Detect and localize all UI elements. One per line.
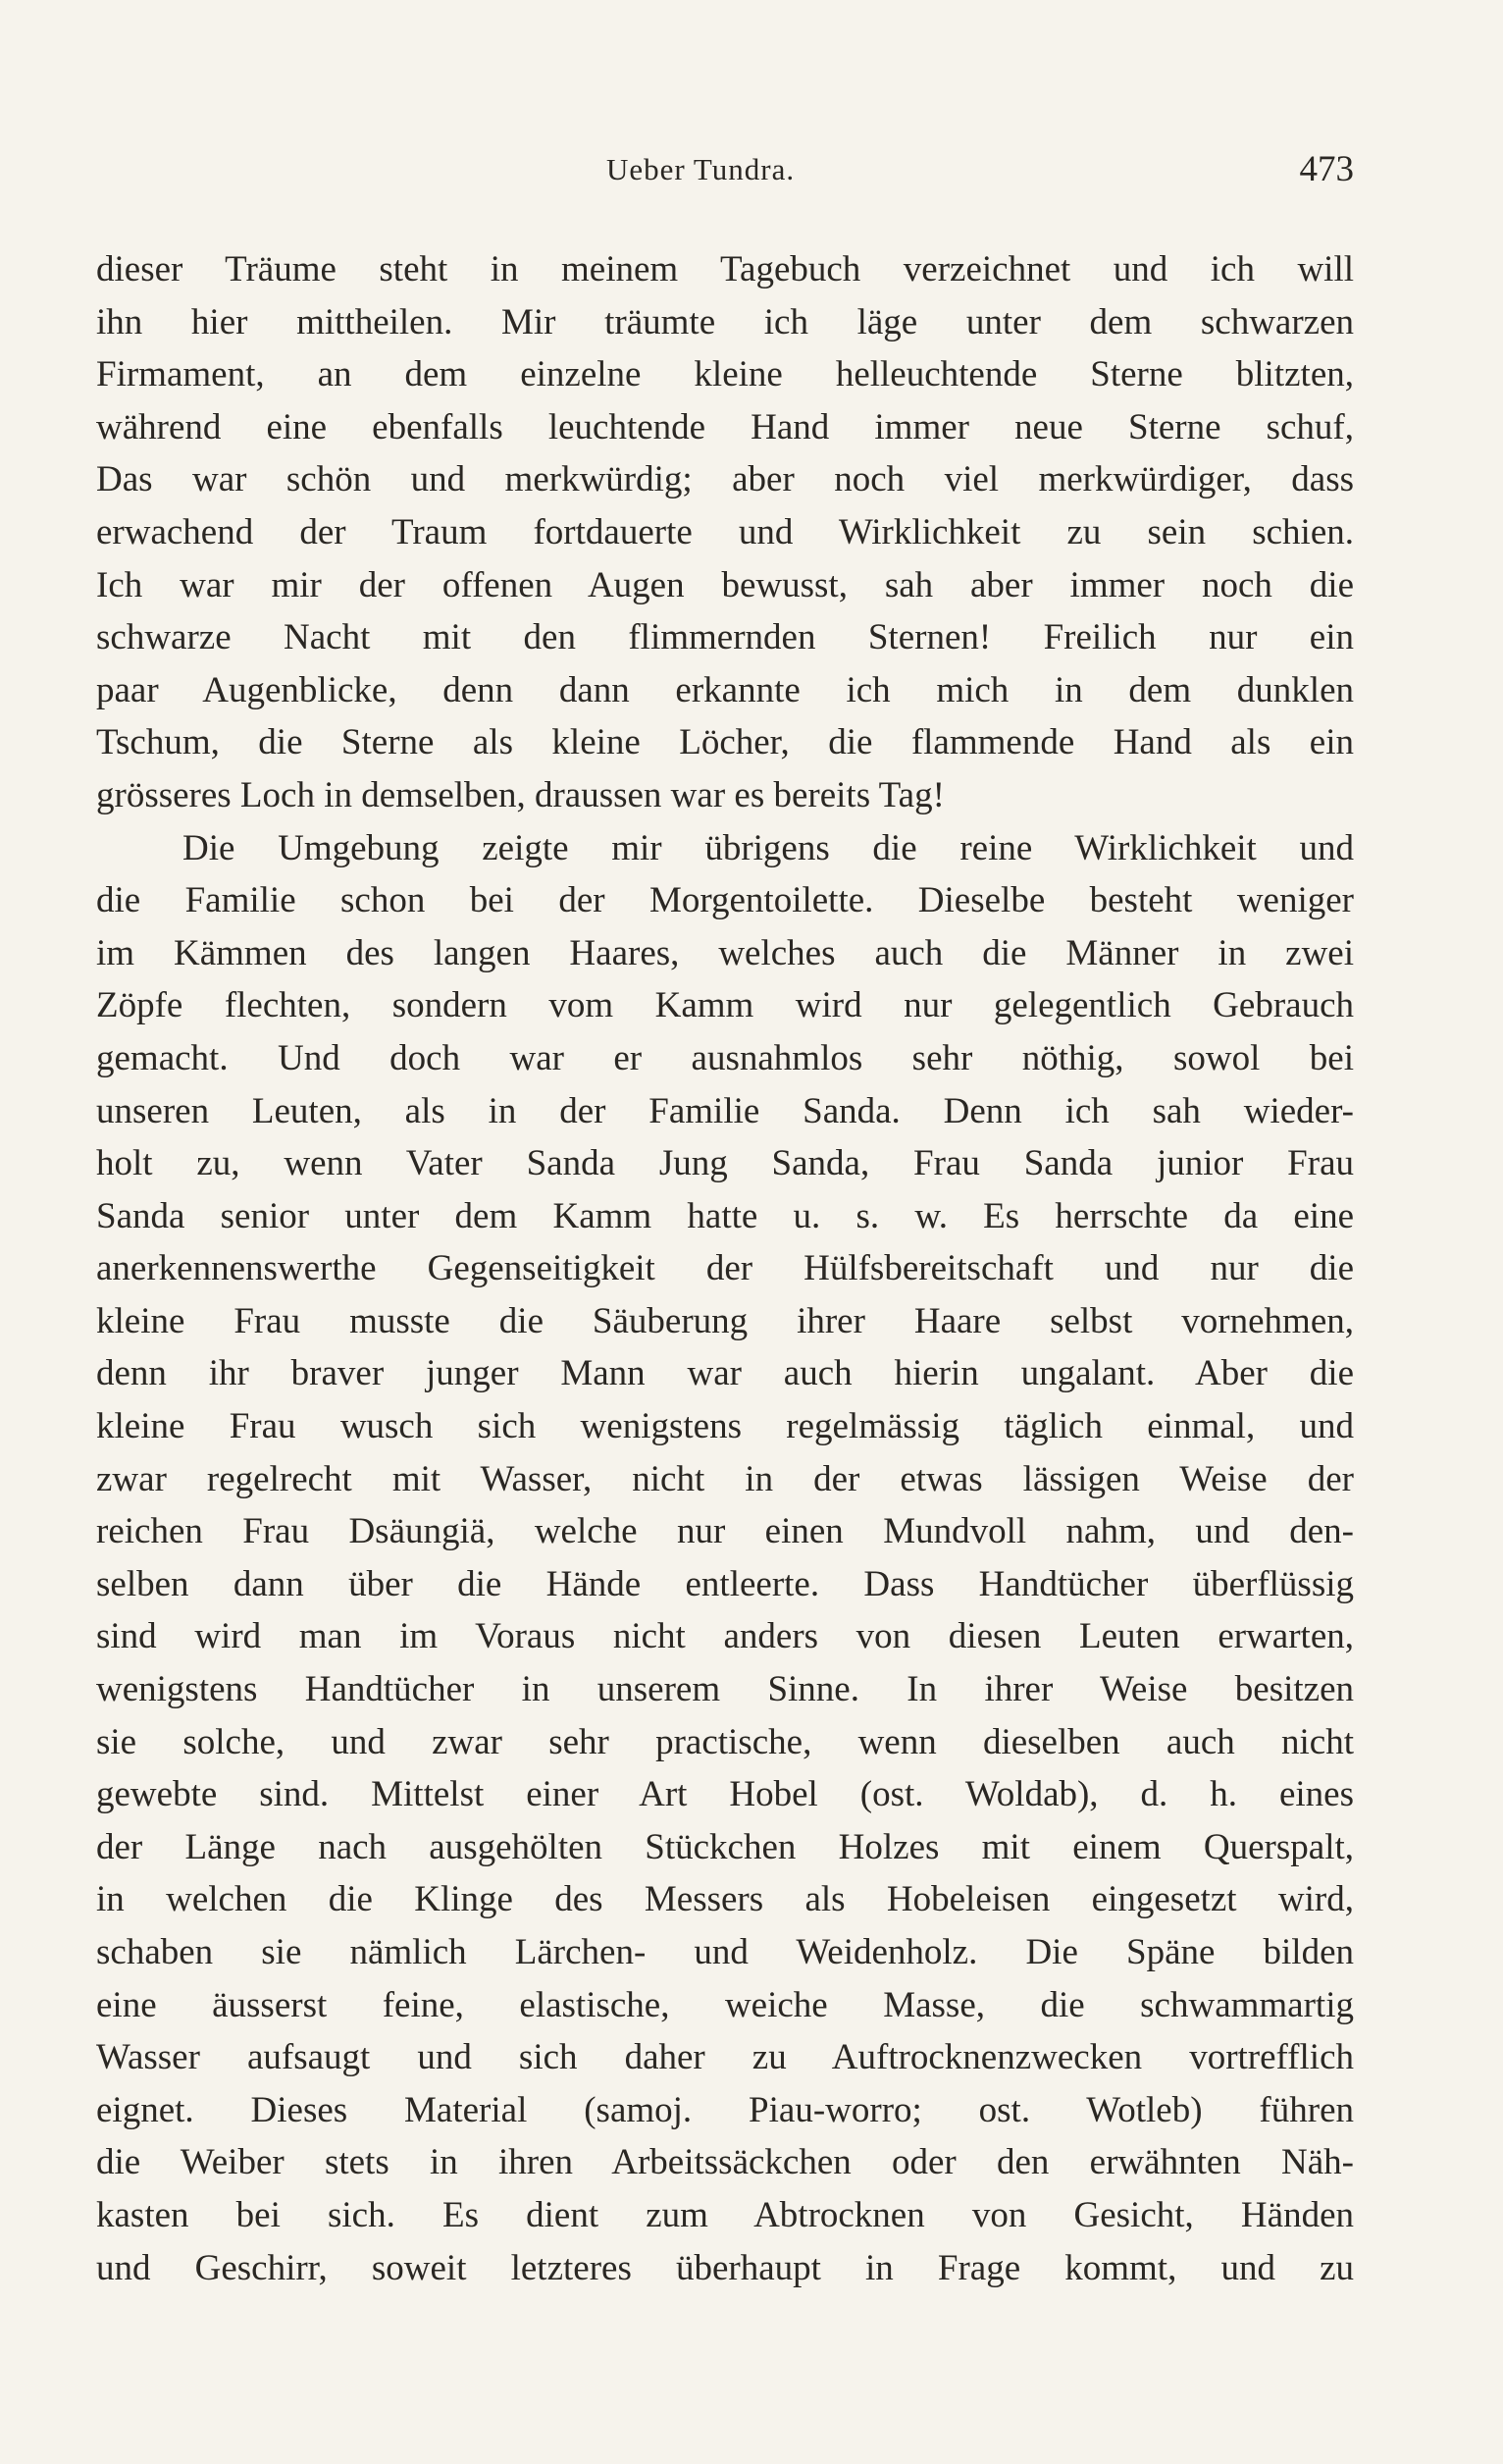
- text-line: anerkennenswerthe Gegenseitigkeit der Hülfsbereitschaft und nur die: [96, 1248, 1354, 1289]
- text-line: reichen Frau Dsäungiä, welche nur einen Mundvoll nahm, und den-: [96, 1511, 1354, 1552]
- text-line: kasten bei sich. Es dient zum Abtrocknen von Gesicht, Händen: [96, 2194, 1354, 2235]
- text-line: gewebte sind. Mittelst einer Art Hobel (ost. Woldab), d. h. eines: [96, 1774, 1354, 1815]
- text-line: kleine Frau wusch sich wenigstens regelmässig täglich einmal, und: [96, 1406, 1354, 1447]
- text-line: erwachend der Traum fortdauerte und Wirklichkeit zu sein schien.: [96, 511, 1354, 552]
- text-line: sie solche, und zwar sehr practische, wenn dieselben auch nicht: [96, 1721, 1354, 1762]
- text-line: zwar regelrecht mit Wasser, nicht in der etwas lässigen Weise der: [96, 1458, 1354, 1499]
- text-line: Sanda senior unter dem Kamm hatte u. s. w. Es herrschte da eine: [96, 1195, 1354, 1236]
- page-number: 473: [1299, 149, 1354, 189]
- text-line: holt zu, wenn Vater Sanda Jung Sanda, Frau Sanda junior Frau: [96, 1143, 1354, 1184]
- text-line: Das war schön und merkwürdig; aber noch viel merkwürdiger, dass: [96, 459, 1354, 500]
- text-line: eignet. Dieses Material (samoj. Piau-worro; ost. Wotleb) führen: [96, 2089, 1354, 2130]
- text-line: im Kämmen des langen Haares, welches auch die Männer in zwei: [96, 932, 1354, 973]
- text-line: während eine ebenfalls leuchtende Hand immer neue Sterne schuf,: [96, 406, 1354, 447]
- text-line: schaben sie nämlich Lärchen- und Weidenholz. Die Späne bilden: [96, 1932, 1354, 1972]
- text-line: dieser Träume steht in meinem Tagebuch verzeichnet und ich will: [96, 249, 1354, 289]
- text-line: denn ihr braver junger Mann war auch hierin ungalant. Aber die: [96, 1353, 1354, 1394]
- text-line: Wasser aufsaugt und sich daher zu Auftrocknenzwecken vortrefflich: [96, 2037, 1354, 2078]
- text-line: Ich war mir der offenen Augen bewusst, sah aber immer noch die: [96, 564, 1354, 605]
- text-line: Zöpfe flechten, sondern vom Kamm wird nur gelegentlich Gebrauch: [96, 985, 1354, 1026]
- text-line: kleine Frau musste die Säuberung ihrer Haare selbst vornehmen,: [96, 1300, 1354, 1341]
- page-header: [96, 149, 1354, 201]
- text-line: Tschum, die Sterne als kleine Löcher, die flammende Hand als ein: [96, 722, 1354, 763]
- text-line: Firmament, an dem einzelne kleine helleuchtende Sterne blitzten,: [96, 354, 1354, 395]
- text-line: wenigstens Handtücher in unserem Sinne. In ihrer Weise besitzen: [96, 1669, 1354, 1710]
- text-line: eine äusserst feine, elastische, weiche Masse, die schwammartig: [96, 1984, 1354, 2025]
- text-line: selben dann über die Hände entleerte. Dass Handtücher überflüssig: [96, 1563, 1354, 1604]
- running-title: Ueber Tundra.: [606, 152, 796, 186]
- text-line: grösseres Loch in demselben, draussen war es bereits Tag!: [96, 774, 945, 815]
- text-line: ihn hier mittheilen. Mir träumte ich läge unter dem schwarzen: [96, 301, 1354, 342]
- text-line: die Familie schon bei der Morgentoilette. Dieselbe besteht weniger: [96, 880, 1354, 921]
- text-line: sind wird man im Voraus nicht anders von diesen Leuten erwarten,: [96, 1616, 1354, 1657]
- text-line: die Weiber stets in ihren Arbeitssäckchen oder den erwähnten Näh-: [96, 2142, 1354, 2183]
- text-line: paar Augenblicke, denn dann erkannte ich mich in dem dunklen: [96, 669, 1354, 710]
- text-line: schwarze Nacht mit den flimmernden Sternen! Freilich nur ein: [96, 617, 1354, 658]
- text-line: der Länge nach ausgehölten Stückchen Holzes mit einem Querspalt,: [96, 1826, 1354, 1867]
- text-line: unseren Leuten, als in der Familie Sanda. Denn ich sah wieder-: [96, 1090, 1354, 1131]
- text-line: Die Umgebung zeigte mir übrigens die reine Wirklichkeit und: [182, 827, 1354, 868]
- text-line: in welchen die Klinge des Messers als Hobeleisen eingesetzt wird,: [96, 1879, 1354, 1920]
- text-line: gemacht. Und doch war er ausnahmlos sehr nöthig, sowol bei: [96, 1037, 1354, 1078]
- body-text: [96, 243, 1354, 2294]
- text-line: und Geschirr, soweit letzteres überhaupt in Frage kommt, und zu: [96, 2247, 1354, 2288]
